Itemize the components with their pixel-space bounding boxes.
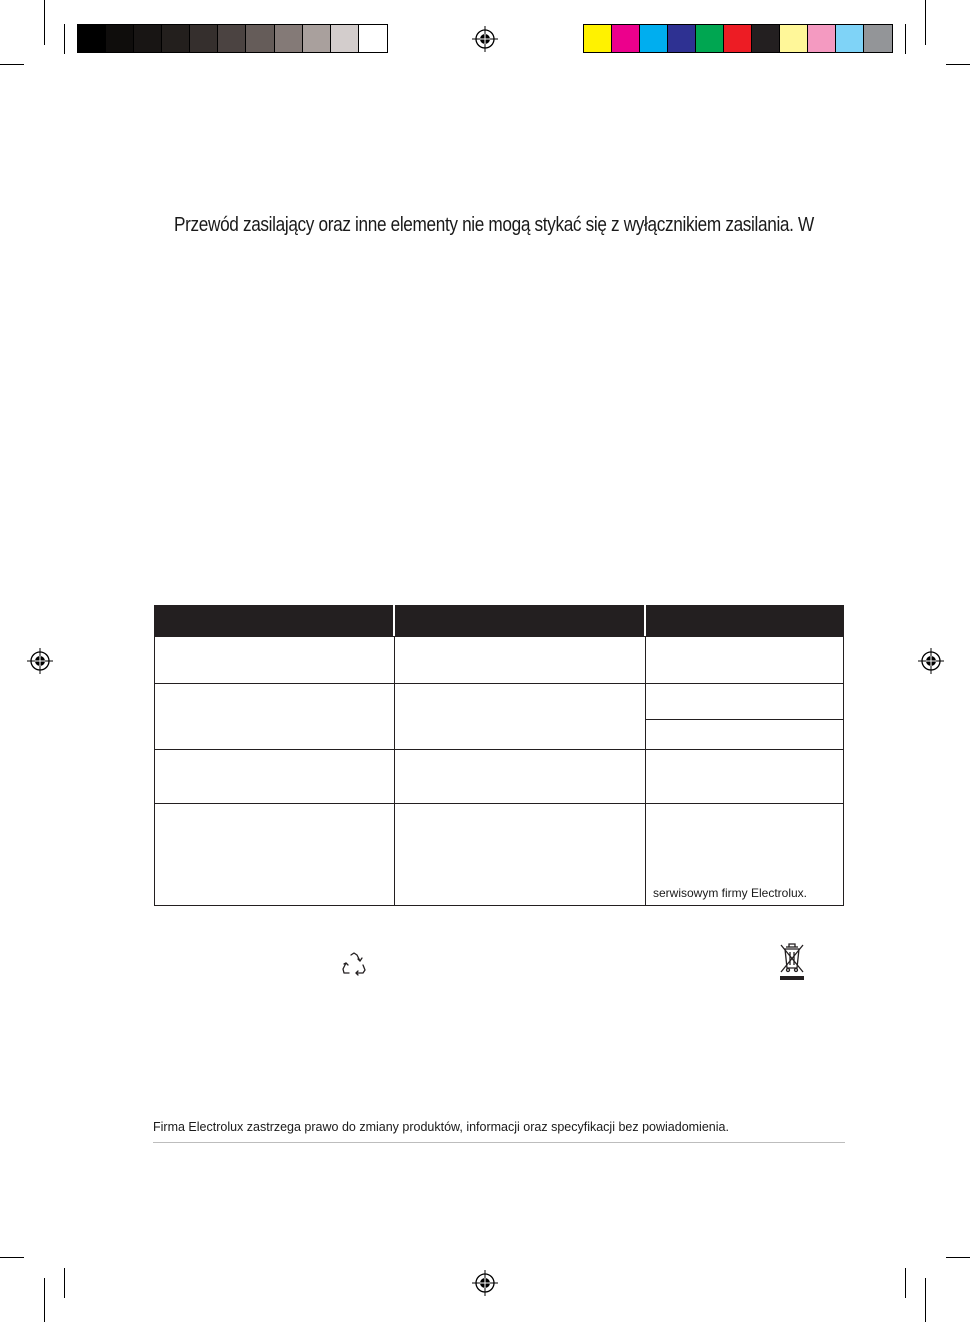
color-swatch [780, 25, 808, 52]
color-swatch [303, 25, 331, 52]
table-cell [394, 683, 646, 750]
color-swatch [275, 25, 303, 52]
table-cell [645, 719, 844, 750]
color-swatch [190, 25, 218, 52]
table-header-cell [646, 605, 844, 636]
crop-mark [925, 0, 926, 45]
crop-mark [0, 1257, 24, 1258]
color-swatch [134, 25, 162, 52]
service-note-text: serwisowym firmy Electrolux. [653, 886, 808, 900]
crop-mark [44, 0, 45, 45]
table-cell [154, 683, 395, 750]
power-cord-warning-text: Przewód zasilający oraz inne elementy nie mogą stykać się z wyłącznikiem zasilania. W [174, 214, 814, 236]
crop-mark [0, 64, 24, 65]
color-swatch [246, 25, 274, 52]
crop-mark [64, 24, 65, 54]
table-cell [394, 803, 646, 906]
color-swatch [162, 25, 190, 52]
color-swatch [752, 25, 780, 52]
table-cell [645, 749, 844, 804]
color-swatch [724, 25, 752, 52]
color-swatch [640, 25, 668, 52]
grayscale-color-bar [77, 24, 388, 53]
recycle-icon [340, 950, 368, 978]
color-swatch [218, 25, 246, 52]
table-cell [645, 683, 844, 720]
table-header-cell [154, 605, 393, 636]
table-cell [645, 636, 844, 684]
color-swatch [78, 25, 106, 52]
crop-mark [905, 24, 906, 54]
table-header-cell [395, 605, 644, 636]
registration-mark-icon [472, 1270, 498, 1296]
crop-mark [946, 1257, 970, 1258]
crop-mark [905, 1268, 906, 1298]
table-cell [394, 636, 646, 684]
color-swatch [836, 25, 864, 52]
crop-mark [44, 1278, 45, 1322]
table-cell [394, 749, 646, 804]
color-swatch [864, 25, 892, 52]
color-swatch [359, 25, 387, 52]
footer-notice: Firma Electrolux zastrzega prawo do zmiany produktów, informacji oraz specyfikacji bez powiadomienia. [153, 1120, 729, 1134]
registration-mark-icon [27, 648, 53, 674]
color-swatch [668, 25, 696, 52]
color-swatch [696, 25, 724, 52]
color-swatch [584, 25, 612, 52]
color-swatch [612, 25, 640, 52]
crop-mark [946, 64, 970, 65]
color-swatch [106, 25, 134, 52]
footer-divider [153, 1142, 845, 1143]
crossed-bin-icon [779, 940, 805, 982]
table-cell [154, 749, 395, 804]
table-cell [154, 636, 395, 684]
registration-mark-icon [472, 26, 498, 52]
table-cell [154, 803, 395, 906]
crop-mark [925, 1278, 926, 1322]
crop-mark [64, 1268, 65, 1298]
process-color-bar [583, 24, 893, 53]
color-swatch [808, 25, 836, 52]
color-swatch [331, 25, 359, 52]
registration-mark-icon [918, 648, 944, 674]
